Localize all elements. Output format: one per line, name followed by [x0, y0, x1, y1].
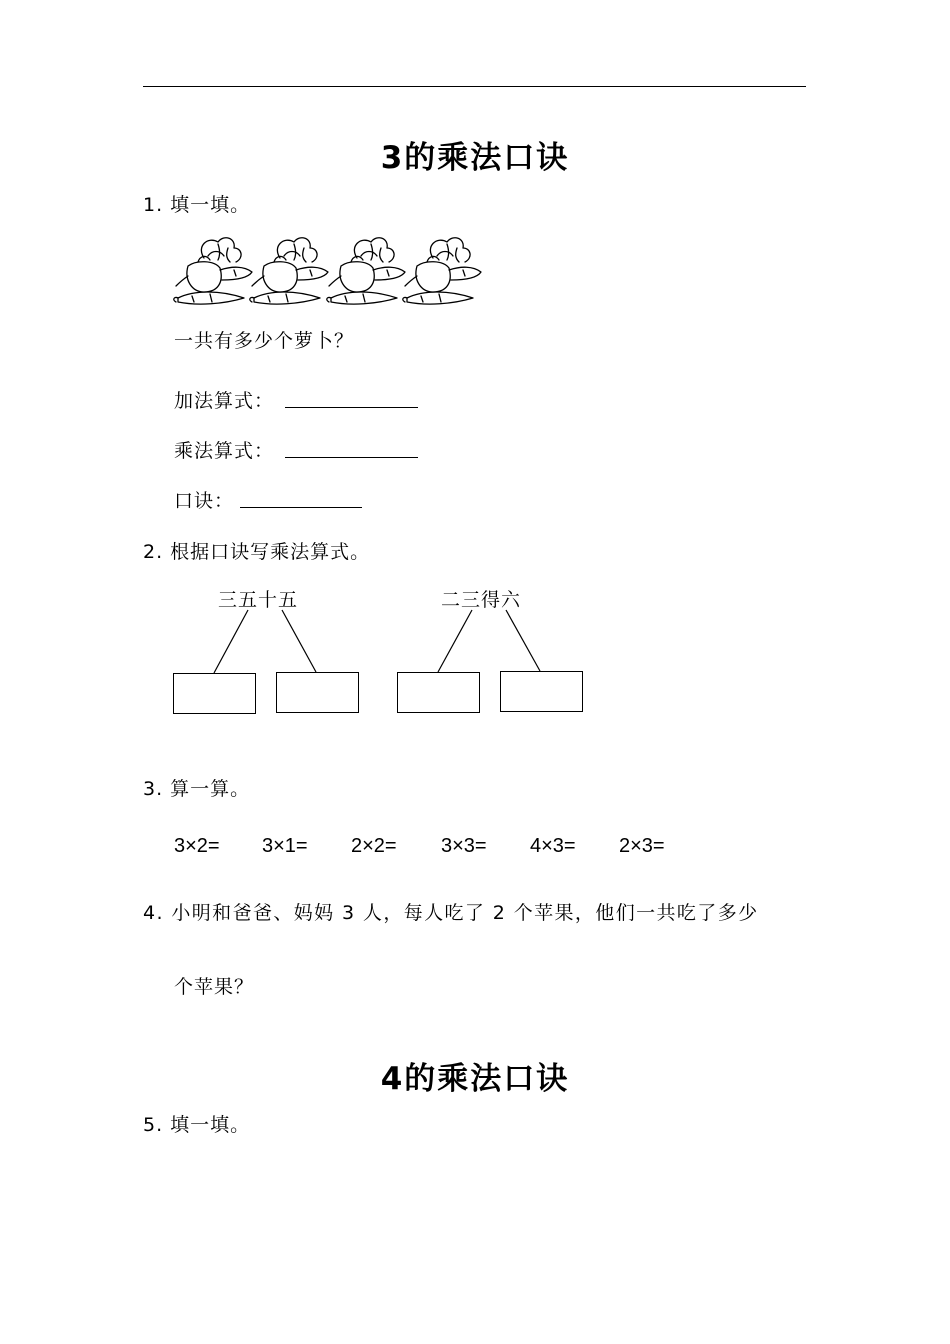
multiplication-label: 乘法算式：	[174, 440, 275, 462]
connector-line	[282, 610, 316, 672]
section-title-3: 3的乘法口诀	[380, 140, 570, 176]
q1-label: 1. 填一填。	[143, 194, 251, 216]
rhyme-text-1: 三五十五	[218, 589, 299, 611]
expression: 4×3=	[530, 835, 576, 857]
rhyme-text-2: 二三得六	[441, 589, 522, 611]
addition-label: 加法算式：	[174, 390, 275, 412]
connector-line	[214, 610, 248, 673]
q2-label: 2. 根据口诀写乘法算式。	[143, 541, 371, 563]
answer-box-4[interactable]	[500, 671, 583, 712]
connector-line	[438, 610, 472, 672]
expression: 2×2=	[351, 835, 397, 857]
expression: 2×3=	[619, 835, 665, 857]
q4-line-2: 个苹果？	[174, 976, 255, 998]
expression: 3×1=	[262, 835, 308, 857]
answer-box-1[interactable]	[173, 673, 256, 714]
answer-box-3[interactable]	[397, 672, 480, 713]
expression: 3×3=	[441, 835, 487, 857]
q5-label: 5. 填一填。	[143, 1114, 251, 1136]
expression: 3×2=	[174, 835, 220, 857]
rhyme-label: 口诀：	[174, 490, 235, 512]
q4-line-1: 4. 小明和爸爸、妈妈 3 人，每人吃了 2 个苹果，他们一共吃了多少	[143, 902, 759, 924]
section-title-4: 4的乘法口诀	[380, 1061, 570, 1097]
connector-line	[506, 610, 540, 671]
q3-label: 3. 算一算。	[143, 778, 251, 800]
answer-box-2[interactable]	[276, 672, 359, 713]
q1-question: 一共有多少个萝卜？	[174, 330, 355, 352]
